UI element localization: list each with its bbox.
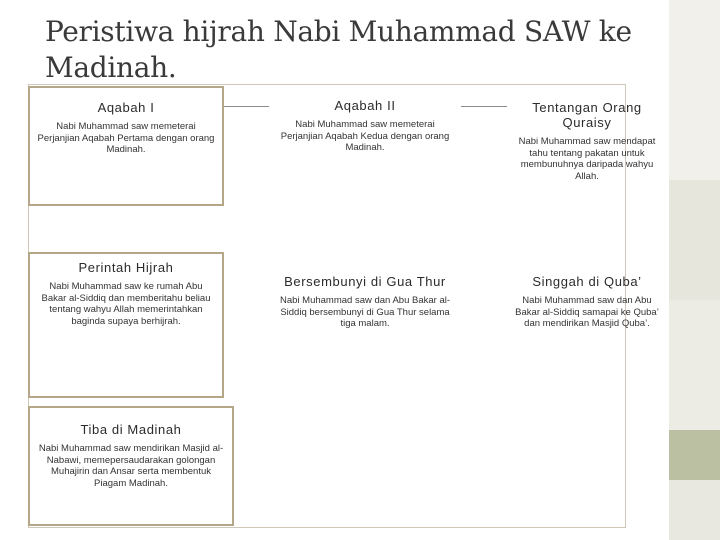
- node-description: Nabi Muhammad saw dan Abu Bakar al-Siddiq samapai ke Quba’ dan mendirikan Masjid Quba’.: [515, 295, 659, 329]
- node-perintah-hijrah: [28, 252, 224, 398]
- decorative-sidebar: [669, 0, 720, 540]
- node-aqabah-2: [268, 86, 462, 206]
- node-description: Nabi Muhammad saw mendirikan Masjid al-Nabawi, memepersaudarakan golongan Muhajirin dan Ansar serta membentuk Piagam Madinah.: [38, 443, 224, 489]
- node-heading: Tiba di Madinah: [80, 422, 182, 437]
- node-aqabah-1: [28, 86, 224, 206]
- connector-line: [223, 106, 269, 107]
- sidebar-block: [669, 0, 720, 180]
- node-heading: Perintah Hijrah: [78, 260, 174, 275]
- node-description: Nabi Muhammad saw memeterai Perjanjian Aqabah Pertama dengan orang Madinah.: [37, 121, 215, 155]
- node-description: Nabi Muhammad saw dan Abu Bakar al-Siddiq bersembunyi di Gua Thur selama tiga malam.: [279, 295, 451, 329]
- node-tentangan-quraisy: [506, 86, 668, 206]
- sidebar-block: [669, 300, 720, 430]
- node-heading: Aqabah II: [334, 98, 396, 113]
- node-singgah-quba: [506, 252, 668, 372]
- node-tiba-madinah: [28, 406, 234, 526]
- node-description: Nabi Muhammad saw memeterai Perjanjian Aqabah Kedua dengan orang Madinah.: [280, 119, 450, 153]
- page-title: Peristiwa hijrah Nabi Muhammad SAW ke Madinah.: [45, 15, 632, 84]
- node-heading: Singgah di Quba’: [532, 274, 642, 289]
- node-description: Nabi Muhammad saw mendapat tahu tentang pakatan untuk membunuhnya daripada wahyu Allah.: [518, 136, 656, 182]
- node-heading: Aqabah I: [97, 100, 155, 115]
- node-description: Nabi Muhammad saw ke rumah Abu Bakar al-Siddiq dan memberitahu beliau tentang wahyu Allah memerintahkan baginda supaya berhijrah.: [41, 281, 211, 327]
- sidebar-block: [669, 480, 720, 540]
- connector-line: [461, 106, 507, 107]
- node-heading: Bersembunyi di Gua Thur: [284, 274, 446, 289]
- node-gua-thur: [268, 252, 462, 372]
- node-heading: Tentangan Orang Quraisy: [532, 100, 642, 130]
- sidebar-block: [669, 430, 720, 480]
- sidebar-block: [669, 180, 720, 300]
